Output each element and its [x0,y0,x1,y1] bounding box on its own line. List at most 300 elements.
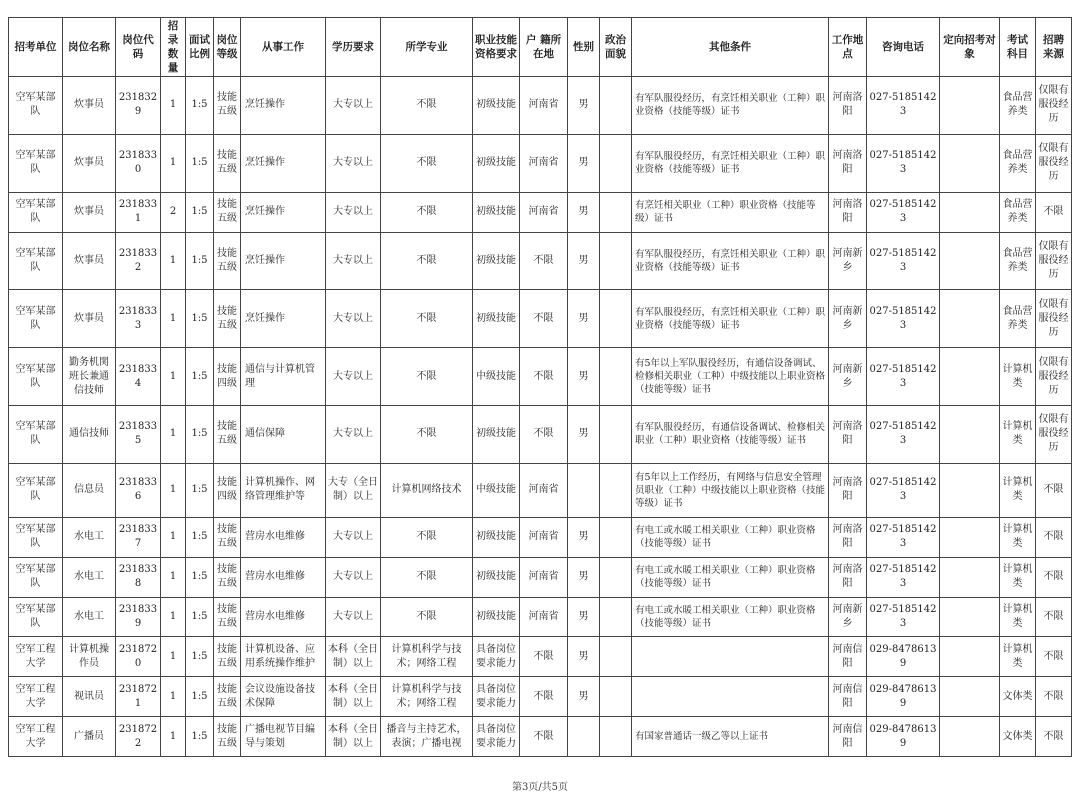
hukou-cell: 不限 [520,232,568,290]
skill-cell: 初级技能 [473,597,520,637]
other-conditions-cell: 有军队服役经历，有通信设备调试、检修相关职业（工种）职业资格（技能等级）证书 [632,406,829,464]
gender-cell: 男 [568,232,600,290]
work-cell: 烹饪操作 [241,290,326,348]
exam-subject-cell: 文体类 [1000,677,1036,717]
grade-cell: 技能四级 [214,348,241,406]
work-place-cell: 河南洛阳 [829,517,867,557]
major-cell: 不限 [381,557,473,597]
work-place-cell: 河南洛阳 [829,557,867,597]
education-cell: 本科（全日制）以上 [326,717,381,757]
gender-cell: 男 [568,192,600,232]
gender-cell: 男 [568,597,600,637]
work-cell: 烹饪操作 [241,192,326,232]
column-header: 政治面貌 [600,18,632,77]
unit-cell: 空军某部队 [9,290,63,348]
other-conditions-cell: 有电工或水暖工相关职业（工种）职业资格（技能等级）证书 [632,597,829,637]
political-cell [600,134,632,192]
political-cell [600,717,632,757]
count-cell: 1 [161,557,186,597]
count-cell: 2 [161,192,186,232]
exam-subject-cell: 计算机类 [1000,348,1036,406]
target-cell [940,192,1000,232]
hukou-cell: 河南省 [520,597,568,637]
education-cell: 大专以上 [326,192,381,232]
source-cell: 仅限有服役经历 [1036,406,1072,464]
ratio-cell: 1:5 [186,134,214,192]
post-code-cell: 2318338 [116,557,161,597]
table-row [9,348,1072,406]
ratio-cell: 1:5 [186,637,214,677]
hukou-cell: 河南省 [520,517,568,557]
major-cell: 不限 [381,597,473,637]
post-name-cell: 炊事员 [63,134,116,192]
source-cell: 不限 [1036,517,1072,557]
post-code-cell: 2318339 [116,597,161,637]
work-place-cell: 河南信阳 [829,677,867,717]
post-name-cell: 广播员 [63,717,116,757]
column-header: 所学专业 [381,18,473,77]
grade-cell: 技能五级 [214,192,241,232]
source-cell: 仅限有服役经历 [1036,134,1072,192]
major-cell: 不限 [381,517,473,557]
post-name-cell: 炊事员 [63,232,116,290]
political-cell [600,517,632,557]
gender-cell [568,463,600,517]
work-cell: 烹饪操作 [241,134,326,192]
source-cell: 不限 [1036,597,1072,637]
hukou-cell: 河南省 [520,192,568,232]
post-code-cell: 2318331 [116,192,161,232]
column-header: 工作地点 [829,18,867,77]
education-cell: 大专以上 [326,290,381,348]
ratio-cell: 1:5 [186,77,214,135]
source-cell: 不限 [1036,717,1072,757]
hukou-cell: 不限 [520,637,568,677]
unit-cell: 空军某部队 [9,348,63,406]
education-cell: 大专以上 [326,517,381,557]
post-code-cell: 2318330 [116,134,161,192]
skill-cell: 初级技能 [473,517,520,557]
target-cell [940,637,1000,677]
exam-subject-cell: 计算机类 [1000,637,1036,677]
education-cell: 大专以上 [326,406,381,464]
page-footer: 第3页/共5页 [511,782,569,793]
work-cell: 通信保障 [241,406,326,464]
count-cell: 1 [161,677,186,717]
source-cell: 仅限有服役经历 [1036,290,1072,348]
phone-cell: 029-84786139 [867,717,940,757]
skill-cell: 中级技能 [473,348,520,406]
ratio-cell: 1:5 [186,348,214,406]
target-cell [940,557,1000,597]
work-place-cell: 河南洛阳 [829,77,867,135]
exam-subject-cell: 食品营养类 [1000,134,1036,192]
gender-cell: 男 [568,637,600,677]
grade-cell: 技能五级 [214,134,241,192]
post-name-cell: 水电工 [63,557,116,597]
other-conditions-cell: 有军队服役经历，有烹饪相关职业（工种）职业资格（技能等级）证书 [632,134,829,192]
source-cell: 仅限有服役经历 [1036,232,1072,290]
ratio-cell: 1:5 [186,597,214,637]
political-cell [600,637,632,677]
phone-cell: 027-51851423 [867,77,940,135]
table-row [9,677,1072,717]
unit-cell: 空军某部队 [9,134,63,192]
gender-cell: 男 [568,557,600,597]
gender-cell: 男 [568,406,600,464]
other-conditions-cell: 有电工或水暖工相关职业（工种）职业资格（技能等级）证书 [632,517,829,557]
unit-cell: 空军某部队 [9,77,63,135]
gender-cell: 男 [568,677,600,717]
phone-cell: 027-51851423 [867,557,940,597]
column-header: 招录数量 [161,18,186,77]
column-header: 考试科目 [1000,18,1036,77]
target-cell [940,134,1000,192]
other-conditions-cell [632,637,829,677]
work-place-cell: 河南新乡 [829,232,867,290]
hukou-cell: 河南省 [520,77,568,135]
table-row [9,192,1072,232]
column-header: 岗位代码 [116,18,161,77]
grade-cell: 技能五级 [214,637,241,677]
political-cell [600,557,632,597]
other-conditions-cell: 有军队服役经历，有烹饪相关职业（工种）职业资格（技能等级）证书 [632,77,829,135]
skill-cell: 初级技能 [473,290,520,348]
exam-subject-cell: 计算机类 [1000,517,1036,557]
phone-cell: 027-51851423 [867,134,940,192]
work-cell: 烹饪操作 [241,232,326,290]
other-conditions-cell: 有5年以上工作经历，有网络与信息安全管理员职业（工种）中级技能以上职业资格（技能等级）证书 [632,463,829,517]
source-cell: 不限 [1036,677,1072,717]
education-cell: 大专以上 [326,597,381,637]
skill-cell: 具备岗位要求能力 [473,677,520,717]
other-conditions-cell: 有烹饪相关职业（工种）职业资格（技能等级）证书 [632,192,829,232]
education-cell: 大专（全日制）以上 [326,463,381,517]
table-body [9,77,1072,757]
grade-cell: 技能五级 [214,406,241,464]
unit-cell: 空军某部队 [9,192,63,232]
ratio-cell: 1:5 [186,517,214,557]
post-code-cell: 2318334 [116,348,161,406]
other-conditions-cell: 有军队服役经历，有烹饪相关职业（工种）职业资格（技能等级）证书 [632,290,829,348]
column-header: 岗位等级 [214,18,241,77]
gender-cell: 男 [568,348,600,406]
count-cell: 1 [161,597,186,637]
political-cell [600,463,632,517]
education-cell: 大专以上 [326,77,381,135]
work-cell: 烹饪操作 [241,77,326,135]
work-cell: 计算机操作、网络管理维护等 [241,463,326,517]
count-cell: 1 [161,406,186,464]
grade-cell: 技能五级 [214,77,241,135]
table-row [9,134,1072,192]
source-cell: 不限 [1036,463,1072,517]
target-cell [940,463,1000,517]
hukou-cell: 河南省 [520,463,568,517]
post-code-cell: 2318720 [116,637,161,677]
source-cell: 不限 [1036,192,1072,232]
major-cell: 不限 [381,406,473,464]
count-cell: 1 [161,637,186,677]
gender-cell: 男 [568,517,600,557]
count-cell: 1 [161,232,186,290]
unit-cell: 空军工程大学 [9,637,63,677]
column-header: 招聘来源 [1036,18,1072,77]
source-cell: 仅限有服役经历 [1036,77,1072,135]
skill-cell: 具备岗位要求能力 [473,717,520,757]
table-row [9,406,1072,464]
hukou-cell: 河南省 [520,134,568,192]
grade-cell: 技能五级 [214,597,241,637]
source-cell: 不限 [1036,637,1072,677]
table-row [9,517,1072,557]
political-cell [600,406,632,464]
post-code-cell: 2318721 [116,677,161,717]
education-cell: 本科（全日制）以上 [326,677,381,717]
unit-cell: 空军某部队 [9,406,63,464]
major-cell: 不限 [381,134,473,192]
work-cell: 通信与计算机管理 [241,348,326,406]
skill-cell: 初级技能 [473,557,520,597]
skill-cell: 中级技能 [473,463,520,517]
exam-subject-cell: 食品营养类 [1000,232,1036,290]
column-header: 户 籍所在地 [520,18,568,77]
work-place-cell: 河南新乡 [829,597,867,637]
target-cell [940,77,1000,135]
phone-cell: 027-51851423 [867,517,940,557]
table-row [9,232,1072,290]
column-header: 面试比例 [186,18,214,77]
education-cell: 大专以上 [326,232,381,290]
political-cell [600,348,632,406]
hukou-cell: 不限 [520,348,568,406]
gender-cell: 男 [568,290,600,348]
work-place-cell: 河南新乡 [829,290,867,348]
major-cell: 计算机网络技术 [381,463,473,517]
target-cell [940,406,1000,464]
work-place-cell: 河南信阳 [829,637,867,677]
hukou-cell: 不限 [520,677,568,717]
post-code-cell: 2318335 [116,406,161,464]
political-cell [600,597,632,637]
work-place-cell: 河南新乡 [829,348,867,406]
post-name-cell: 水电工 [63,517,116,557]
education-cell: 本科（全日制）以上 [326,637,381,677]
skill-cell: 初级技能 [473,134,520,192]
work-place-cell: 河南洛阳 [829,192,867,232]
phone-cell: 029-84786139 [867,637,940,677]
gender-cell: 男 [568,134,600,192]
phone-cell: 027-51851423 [867,597,940,637]
table-row [9,717,1072,757]
skill-cell: 初级技能 [473,192,520,232]
phone-cell: 029-84786139 [867,677,940,717]
post-code-cell: 2318337 [116,517,161,557]
gender-cell [568,717,600,757]
table-row [9,597,1072,637]
grade-cell: 技能五级 [214,232,241,290]
hukou-cell: 不限 [520,717,568,757]
work-place-cell: 河南洛阳 [829,134,867,192]
column-header: 职业技能资格要求 [473,18,520,77]
post-name-cell: 通信技师 [63,406,116,464]
target-cell [940,517,1000,557]
ratio-cell: 1:5 [186,290,214,348]
grade-cell: 技能四级 [214,463,241,517]
post-name-cell: 信息员 [63,463,116,517]
hukou-cell: 河南省 [520,557,568,597]
exam-subject-cell: 食品营养类 [1000,77,1036,135]
work-cell: 营房水电维修 [241,597,326,637]
ratio-cell: 1:5 [186,192,214,232]
unit-cell: 空军某部队 [9,557,63,597]
political-cell [600,677,632,717]
unit-cell: 空军某部队 [9,517,63,557]
skill-cell: 具备岗位要求能力 [473,637,520,677]
phone-cell: 027-51851423 [867,232,940,290]
target-cell [940,290,1000,348]
source-cell: 仅限有服役经历 [1036,348,1072,406]
column-header: 其他条件 [632,18,829,77]
unit-cell: 空军某部队 [9,597,63,637]
grade-cell: 技能五级 [214,717,241,757]
education-cell: 大专以上 [326,134,381,192]
target-cell [940,348,1000,406]
work-place-cell: 河南信阳 [829,717,867,757]
target-cell [940,717,1000,757]
grade-cell: 技能五级 [214,677,241,717]
unit-cell: 空军某部队 [9,463,63,517]
grade-cell: 技能五级 [214,557,241,597]
other-conditions-cell: 有5年以上军队服役经历，有通信设备调试、检修相关职业（工种）中级技能以上职业资格（技能等级）证书 [632,348,829,406]
target-cell [940,597,1000,637]
other-conditions-cell: 有国家普通话一级乙等以上证书 [632,717,829,757]
major-cell: 不限 [381,232,473,290]
unit-cell: 空军工程大学 [9,717,63,757]
skill-cell: 初级技能 [473,232,520,290]
other-conditions-cell: 有军队服役经历，有烹饪相关职业（工种）职业资格（技能等级）证书 [632,232,829,290]
table-row [9,557,1072,597]
exam-subject-cell: 计算机类 [1000,557,1036,597]
table-row [9,77,1072,135]
post-name-cell: 炊事员 [63,77,116,135]
count-cell: 1 [161,517,186,557]
table-row [9,463,1072,517]
column-header: 学历要求 [326,18,381,77]
phone-cell: 027-51851423 [867,406,940,464]
work-place-cell: 河南洛阳 [829,406,867,464]
skill-cell: 初级技能 [473,77,520,135]
education-cell: 大专以上 [326,557,381,597]
post-name-cell: 视讯员 [63,677,116,717]
grade-cell: 技能五级 [214,517,241,557]
column-header: 定向招考对象 [940,18,1000,77]
political-cell [600,77,632,135]
post-code-cell: 2318332 [116,232,161,290]
gender-cell: 男 [568,77,600,135]
count-cell: 1 [161,290,186,348]
ratio-cell: 1:5 [186,406,214,464]
post-name-cell: 炊事员 [63,290,116,348]
other-conditions-cell: 有电工或水暖工相关职业（工种）职业资格（技能等级）证书 [632,557,829,597]
count-cell: 1 [161,717,186,757]
ratio-cell: 1:5 [186,677,214,717]
work-cell: 广播电视节目编导与策划 [241,717,326,757]
hukou-cell: 不限 [520,290,568,348]
table-header-row [9,18,1072,77]
source-cell: 不限 [1036,557,1072,597]
post-name-cell: 勤务机関班长兼通信技师 [63,348,116,406]
recruitment-table [8,17,1072,757]
exam-subject-cell: 食品营养类 [1000,290,1036,348]
work-cell: 计算机设备、应用系统操作维护 [241,637,326,677]
count-cell: 1 [161,348,186,406]
exam-subject-cell: 计算机类 [1000,597,1036,637]
count-cell: 1 [161,77,186,135]
target-cell [940,232,1000,290]
political-cell [600,290,632,348]
ratio-cell: 1:5 [186,717,214,757]
column-header: 岗位名称 [63,18,116,77]
major-cell: 不限 [381,77,473,135]
major-cell: 不限 [381,192,473,232]
count-cell: 1 [161,134,186,192]
skill-cell: 初级技能 [473,406,520,464]
major-cell: 计算机科学与技术；网络工程 [381,637,473,677]
column-header: 性别 [568,18,600,77]
target-cell [940,677,1000,717]
work-place-cell: 河南洛阳 [829,463,867,517]
table-row [9,290,1072,348]
post-name-cell: 水电工 [63,597,116,637]
count-cell: 1 [161,463,186,517]
exam-subject-cell: 文体类 [1000,717,1036,757]
political-cell [600,232,632,290]
column-header: 从事工作 [241,18,326,77]
exam-subject-cell: 食品营养类 [1000,192,1036,232]
post-code-cell: 2318333 [116,290,161,348]
ratio-cell: 1:5 [186,463,214,517]
work-cell: 营房水电维修 [241,517,326,557]
phone-cell: 027-51851423 [867,192,940,232]
post-code-cell: 2318329 [116,77,161,135]
phone-cell: 027-51851423 [867,348,940,406]
post-name-cell: 炊事员 [63,192,116,232]
work-cell: 营房水电维修 [241,557,326,597]
major-cell: 播音与主持艺术，表演；广播电视 [381,717,473,757]
ratio-cell: 1:5 [186,232,214,290]
phone-cell: 027-51851423 [867,290,940,348]
table-row [9,637,1072,677]
post-code-cell: 2318722 [116,717,161,757]
phone-cell: 027-51851423 [867,463,940,517]
post-code-cell: 2318336 [116,463,161,517]
hukou-cell: 不限 [520,406,568,464]
major-cell: 计算机科学与技术；网络工程 [381,677,473,717]
major-cell: 不限 [381,290,473,348]
work-cell: 会议设施设备技术保障 [241,677,326,717]
unit-cell: 空军工程大学 [9,677,63,717]
column-header: 招考单位 [9,18,63,77]
unit-cell: 空军某部队 [9,232,63,290]
other-conditions-cell [632,677,829,717]
political-cell [600,192,632,232]
exam-subject-cell: 计算机类 [1000,463,1036,517]
grade-cell: 技能五级 [214,290,241,348]
post-name-cell: 计算机操作员 [63,637,116,677]
column-header: 咨询电话 [867,18,940,77]
exam-subject-cell: 计算机类 [1000,406,1036,464]
